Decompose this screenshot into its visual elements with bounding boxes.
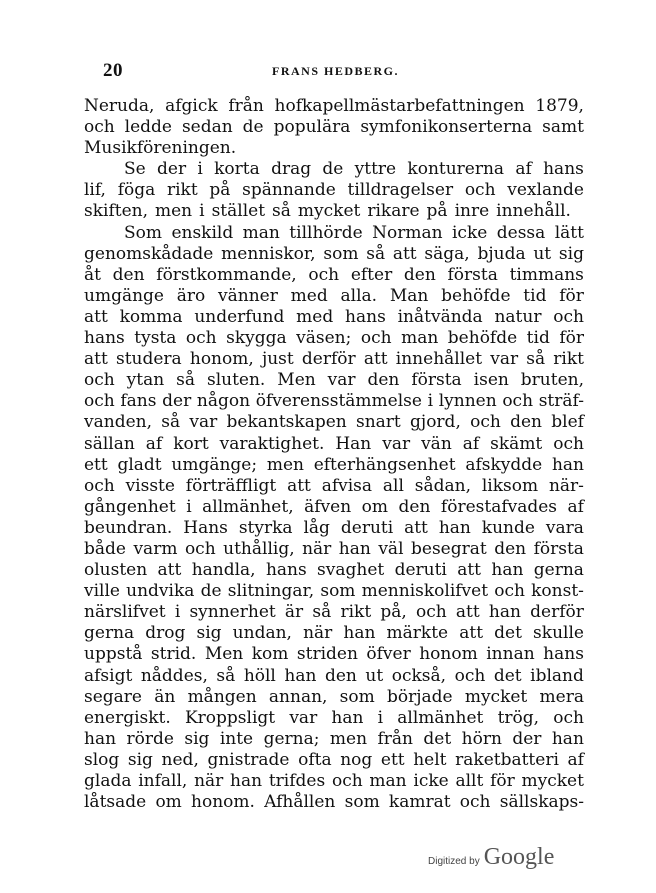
text-line: olusten att handla, hans svaghet deruti att han gerna <box>84 560 584 581</box>
running-head: FRANS HEDBERG. <box>272 64 400 78</box>
text-line: energiskt. Kroppsligt var han i allmänhet trög, och <box>84 707 584 728</box>
body-text <box>84 96 584 813</box>
text-line: afsigt nåddes, så höll han den ut också, och det ibland <box>84 665 584 686</box>
text-line: att komma underfund med hans inåtvända natur och <box>84 306 584 327</box>
text-line: vanden, så var bekantskapen snart gjord, och den blef <box>84 412 584 433</box>
digitized-watermark <box>428 844 554 871</box>
text-line: åt den förstkommande, och efter den första timmans <box>84 264 584 285</box>
text-line: Musikföreningen. <box>84 138 237 159</box>
watermark-prefix: Digitized by <box>428 856 480 867</box>
text-line: Se der i korta drag de yttre konturerna af hans <box>124 159 584 180</box>
google-logo: Google <box>483 844 555 870</box>
text-line: låtsade om honom. Afhållen som kamrat och sällskaps- <box>84 792 584 813</box>
text-line: både varm och uthållig, när han väl besegrat den första <box>84 538 584 559</box>
text-line: uppstå strid. Men kom striden öfver honom innan hans <box>84 644 584 665</box>
text-line: ett gladt umgänge; men efterhängsenhet afskydde han <box>84 454 584 475</box>
text-line: ville undvika de slitningar, som menniskolifvet och konst- <box>84 581 584 602</box>
text-line: lif, föga rikt på spännande tilldragelser och vexlande <box>84 180 584 201</box>
text-line: närslifvet i synnerhet är så rikt på, och att han derför <box>84 602 584 623</box>
text-line: Neruda, afgick från hofkapellmästarbefattningen 1879, <box>84 96 584 116</box>
text-line: skiften, men i stället så mycket rikare på inre innehåll. <box>84 201 571 222</box>
text-line: att studera honom, just derför att innehållet var så rikt <box>84 349 584 370</box>
text-line: segare än mången annan, som började mycket mera <box>84 686 584 707</box>
text-line: han rörde sig inte gerna; men från det hörn der han <box>84 728 584 749</box>
text-line: slog sig ned, gnistrade ofta nog ett helt raketbatteri af <box>84 749 584 770</box>
text-line: sällan af kort varaktighet. Han var vän af skämt och <box>84 433 584 454</box>
text-line: hans tysta och skygga väsen; och man behöfde tid för <box>84 328 584 349</box>
text-line: och ytan så sluten. Men var den första isen bruten, <box>84 370 584 391</box>
text-line: glada infall, när han trifdes och man icke allt för mycket <box>84 771 584 791</box>
text-line: genomskådade menniskor, som så att säga, bjuda ut sig <box>84 243 584 264</box>
text-line: och ledde sedan de populära symfonikonserterna samt <box>84 117 584 138</box>
text-line: beundran. Hans styrka låg deruti att han kunde vara <box>84 517 584 538</box>
page-number: 20 <box>103 60 123 81</box>
text-line: Som enskild man tillhörde Norman icke dessa lätt <box>124 222 584 243</box>
text-line: gångenhet i allmänhet, äfven om den förestafvades af <box>84 496 584 517</box>
text-line: och visste förträffligt att afvisa all sådan, liksom när- <box>84 475 584 496</box>
text-line: och fans der någon öfverensstämmelse i lynnen och sträf- <box>84 391 584 412</box>
text-line: umgänge äro vänner med alla. Man behöfde tid för <box>84 285 584 306</box>
text-line: gerna drog sig undan, när han märkte att det skulle <box>84 623 584 644</box>
